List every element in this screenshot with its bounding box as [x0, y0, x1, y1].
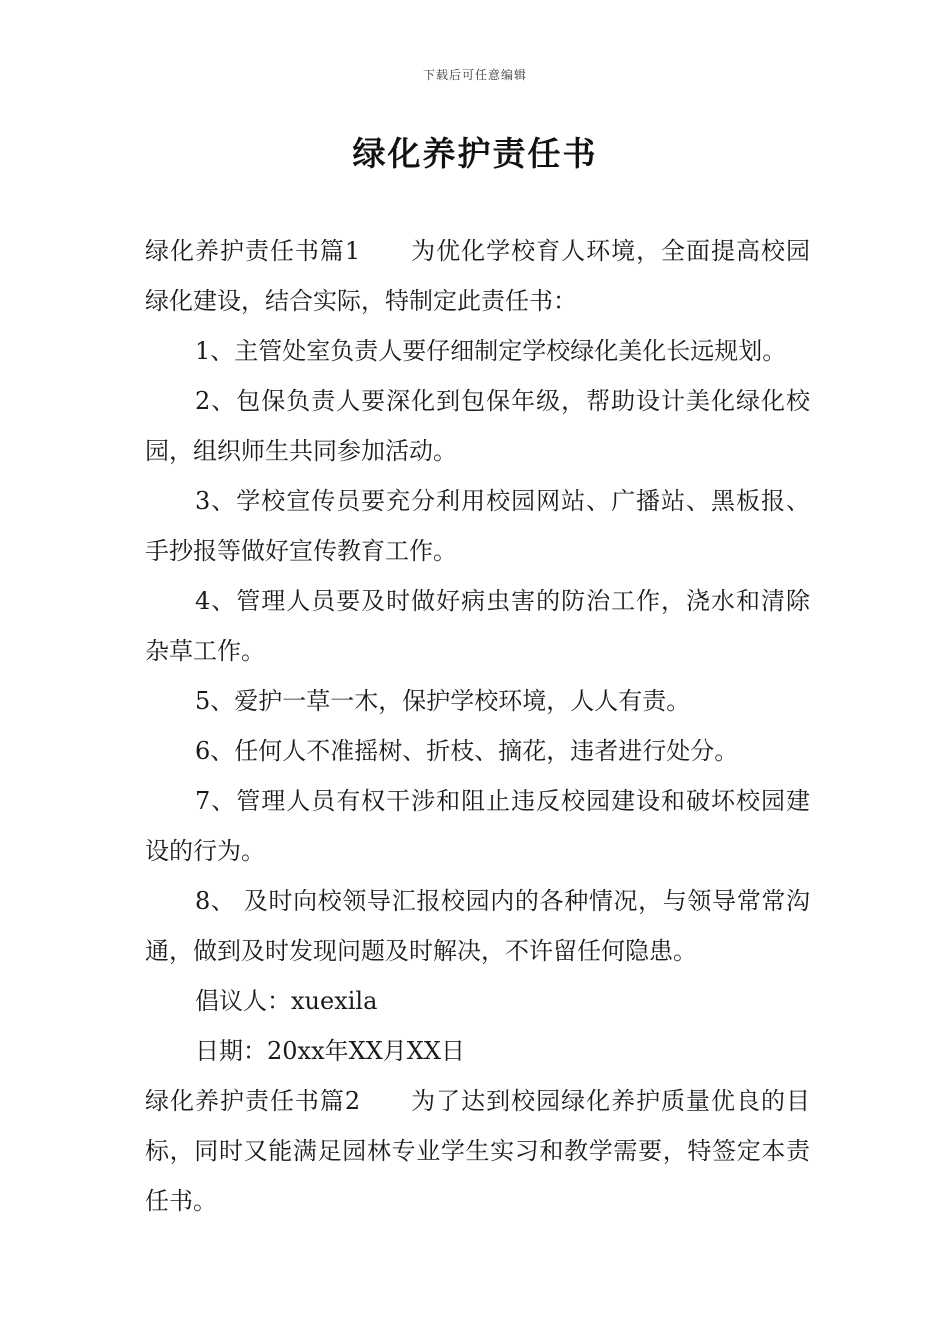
page-header-note: 下载后可任意编辑	[422, 68, 527, 82]
section-2-heading: 绿化养护责任书篇2	[145, 1087, 361, 1115]
section-1-heading: 绿化养护责任书篇1	[145, 237, 361, 265]
list-item: 3、学校宣传员要充分利用校园网站、广播站、黑板报、手抄报等做好宣传教育工作。	[145, 487, 810, 565]
date-line: 日期：20xx年XX月XX日	[195, 1037, 465, 1065]
document-title: 绿化养护责任书	[352, 134, 598, 173]
list-item: 4、管理人员要及时做好病虫害的防治工作，浇水和清除杂草工作。	[145, 587, 810, 665]
section-2-paragraph	[145, 1076, 810, 1226]
section-2-intro: 为了达到校园绿化养护质量优良的目标，同时又能满足园林专业学生实习和教学需要，特签定本责任书。	[145, 1087, 810, 1215]
list-item: 1、主管处室负责人要仔细制定学校绿化美化长远规划。	[195, 337, 787, 365]
list-item: 7、管理人员有权干涉和阻止违反校园建设和破坏校园建设的行为。	[145, 787, 810, 865]
list-item: 5、爱护一草一木，保护学校环境，人人有责。	[195, 687, 691, 715]
list-item: 8、 及时向校领导汇报校园内的各种情况，与领导常常沟通，做到及时发现问题及时解决，不许留任何隐患。	[145, 887, 810, 965]
proposer-line: 倡议人：xuexila	[195, 987, 378, 1015]
list-item: 2、包保负责人要深化到包保年级，帮助设计美化绿化校园，组织师生共同参加活动。	[145, 387, 810, 465]
section-1-intro: 为优化学校育人环境，全面提高校园绿化建设，结合实际，特制定此责任书：	[145, 237, 810, 315]
section-1-paragraph	[145, 226, 810, 326]
document-body	[145, 226, 810, 1226]
list-item: 6、任何人不准摇树、折枝、摘花，违者进行处分。	[195, 737, 739, 765]
